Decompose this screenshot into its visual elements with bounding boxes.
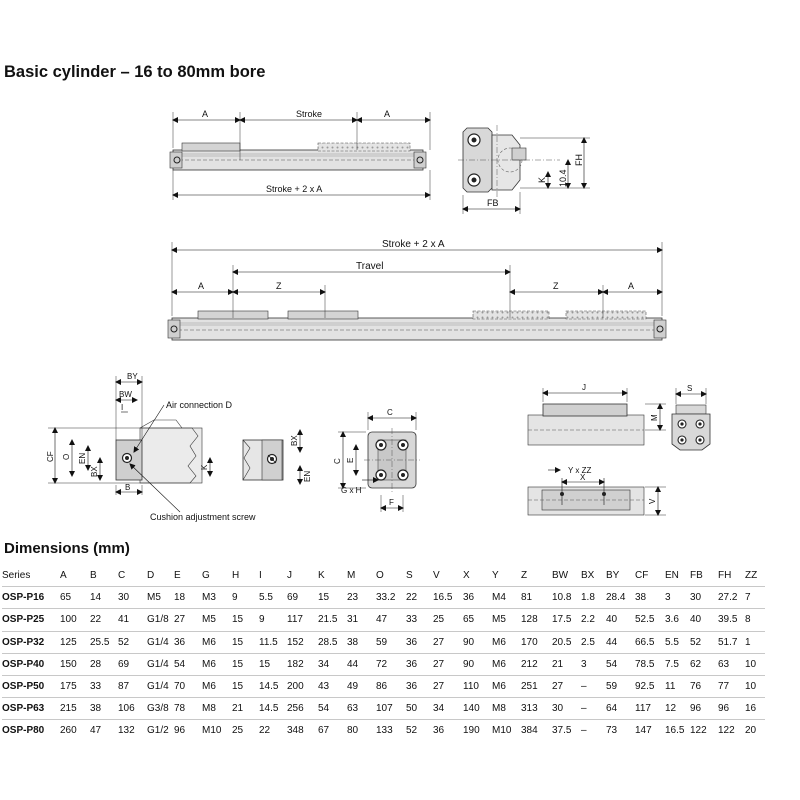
dimension-cell: 41 (118, 614, 130, 626)
dimension-cell: 100 (60, 614, 77, 626)
dim-en-label: EN (78, 452, 87, 464)
series-cell: OSP-P25 (2, 614, 45, 626)
dimension-cell: 33.2 (376, 592, 396, 604)
dimension-cell: 52 (406, 725, 418, 737)
dimension-cell: 25.5 (90, 636, 110, 648)
dimension-cell: 16.5 (665, 725, 685, 737)
dimension-cell: 38 (347, 636, 359, 648)
dimension-cell: 66.5 (635, 636, 655, 648)
dimension-cell: 69 (118, 658, 130, 670)
dimension-cell: 16 (745, 703, 757, 715)
dimension-cell: 63 (347, 703, 359, 715)
dimension-cell: 62 (690, 658, 702, 670)
dimension-cell: 200 (287, 681, 304, 693)
dimension-cell: 12 (665, 703, 677, 715)
dimension-cell: 21 (552, 658, 564, 670)
dim-v-label: V (648, 498, 657, 504)
dimension-cell: 54 (174, 658, 186, 670)
dimension-cell: 59 (606, 681, 618, 693)
dimension-cell: 16.5 (433, 592, 453, 604)
dimension-cell: 7 (745, 592, 751, 604)
table-header-row (2, 565, 765, 587)
dimension-cell: 215 (60, 703, 77, 715)
dimension-cell: 72 (376, 658, 388, 670)
column-header: A (60, 570, 67, 582)
dimension-cell: 86 (376, 681, 388, 693)
dimension-cell: 43 (318, 681, 330, 693)
dimension-cell: 70 (174, 681, 186, 693)
dimension-cell: 64 (606, 703, 618, 715)
cushion-adjustment-label: Cushion adjustment screw (150, 512, 256, 522)
dimensions-table (2, 565, 765, 742)
dimension-cell: 47 (90, 725, 102, 737)
dimension-cell: 30 (118, 592, 130, 604)
table-body (2, 587, 765, 742)
dimension-cell: 21.5 (318, 614, 338, 626)
dimension-cell: 78 (174, 703, 186, 715)
dimension-cell: 52 (690, 636, 702, 648)
dim-z-label: Z (553, 281, 559, 291)
dimensions-heading: Dimensions (mm) (4, 540, 130, 557)
dimension-cell: 20.5 (552, 636, 572, 648)
dimension-cell: 8 (745, 614, 751, 626)
dimension-cell: 36 (174, 636, 186, 648)
dim-j-label: J (582, 383, 586, 392)
column-header: FB (690, 570, 703, 582)
dimension-cell: M10 (492, 725, 512, 737)
dimension-cell: 65 (60, 592, 72, 604)
dim-bx-label: BX (290, 435, 299, 446)
dimension-cell: 150 (60, 658, 77, 670)
dimension-cell: 5.5 (259, 592, 273, 604)
dim-k-label: K (200, 464, 209, 470)
dimension-cell: M8 (202, 703, 216, 715)
column-header: S (406, 570, 413, 582)
dimension-cell: 348 (287, 725, 304, 737)
dim-cf-label: CF (46, 451, 55, 462)
dimension-cell: 2.5 (581, 636, 595, 648)
dimension-cell: 39.5 (718, 614, 738, 626)
dimension-cell: 36 (406, 636, 418, 648)
table-row (2, 631, 765, 653)
dimension-cell: 9 (259, 614, 265, 626)
dim-i-label: I (121, 403, 124, 412)
dim-x-label: X (580, 473, 586, 482)
dimension-cell: 27.2 (718, 592, 738, 604)
dim-a-label: A (384, 109, 391, 119)
dimension-cell: 63 (718, 658, 730, 670)
dimension-cell: M3 (202, 592, 216, 604)
column-header: CF (635, 570, 649, 582)
column-header: I (259, 570, 262, 582)
dim-bw-label: BW (119, 390, 132, 399)
dimension-cell: M4 (492, 592, 506, 604)
dim-a-label: A (202, 109, 209, 119)
dimension-cell: 90 (463, 636, 475, 648)
dim-by-label: BY (127, 372, 138, 381)
dimension-cell: M5 (202, 614, 216, 626)
column-header: FH (718, 570, 732, 582)
dimension-cell: 128 (521, 614, 538, 626)
dimension-cell: 44 (606, 636, 618, 648)
column-header: G (202, 570, 210, 582)
dimension-cell: 54 (318, 703, 330, 715)
dimension-cell: G1/2 (147, 725, 169, 737)
dim-b-label: B (125, 483, 131, 492)
dimension-cell: 33 (90, 681, 102, 693)
dim-o-label: O (62, 453, 71, 460)
dimension-cell: 27 (433, 636, 445, 648)
dimension-cell: 87 (118, 681, 130, 693)
dimension-cell: 9 (232, 592, 238, 604)
dimension-cell: 170 (521, 636, 538, 648)
dimension-cell: 7.5 (665, 658, 679, 670)
dimension-cell: 36 (406, 658, 418, 670)
column-header: B (90, 570, 97, 582)
dimension-cell: 10.8 (552, 592, 572, 604)
dimension-cell: 1.8 (581, 592, 595, 604)
dimension-cell: 38 (635, 592, 647, 604)
dimension-cell: 34 (433, 703, 445, 715)
dimension-cell: 15 (232, 658, 244, 670)
dimension-cell: 67 (318, 725, 330, 737)
column-header: EN (665, 570, 679, 582)
dim-s-label: S (687, 384, 693, 393)
dimension-cell: 15 (232, 681, 244, 693)
dim-fb-label: FB (487, 198, 499, 208)
series-cell: OSP-P80 (2, 725, 45, 737)
dim-stroke-label: Stroke (296, 109, 323, 119)
dimension-cell: M10 (202, 725, 222, 737)
dimension-cell: 30 (552, 703, 564, 715)
dimension-cell: 3.6 (665, 614, 679, 626)
dimension-cell: 65 (463, 614, 475, 626)
dimension-cell: 3 (581, 658, 587, 670)
column-header: E (174, 570, 181, 582)
dimension-cell: 52 (118, 636, 130, 648)
dimension-cell: M6 (202, 681, 216, 693)
dim-f-label: F (389, 498, 394, 507)
dimension-cell: 28.4 (606, 592, 626, 604)
carriage-top-view (528, 383, 666, 445)
dimension-cell: 36 (406, 681, 418, 693)
dimension-cell: M5 (492, 614, 506, 626)
column-header: Z (521, 570, 528, 582)
table-row (2, 653, 765, 675)
dimension-cell: 122 (690, 725, 707, 737)
dimension-cell: G1/4 (147, 658, 169, 670)
dim-stroke-2a-label: Stroke + 2 x A (266, 184, 323, 194)
dimension-cell: 17.5 (552, 614, 572, 626)
dimension-cell: 20 (745, 725, 757, 737)
dimension-cell: 18 (174, 592, 186, 604)
column-header: H (232, 570, 240, 582)
dimension-cell: 107 (376, 703, 393, 715)
dimension-cell: 11.5 (259, 636, 278, 648)
dimension-cell: 51.7 (718, 636, 738, 648)
dimension-cell: 23 (347, 592, 359, 604)
dim-fh-label: FH (574, 154, 584, 166)
column-header: M (347, 570, 356, 582)
dimension-cell: 38 (90, 703, 102, 715)
dimension-cell: G1/4 (147, 636, 169, 648)
column-header: C (118, 570, 126, 582)
dimension-cell: 10 (745, 658, 757, 670)
dimension-cell: 251 (521, 681, 538, 693)
dimension-cell: 96 (690, 703, 702, 715)
dimension-cell: 69 (287, 592, 299, 604)
column-header: BX (581, 570, 595, 582)
carriage-bottom-view (528, 466, 666, 515)
carriage-end-view (672, 384, 710, 450)
dimension-cell: 15 (232, 636, 244, 648)
series-cell: OSP-P16 (2, 592, 45, 604)
dimension-cell: 34 (318, 658, 330, 670)
dimension-cell: 117 (287, 614, 303, 626)
dimension-cell: G3/8 (147, 703, 169, 715)
dimension-cell: 10 (745, 681, 757, 693)
dimension-cell: 14 (90, 592, 102, 604)
dimension-cell: 50 (406, 703, 418, 715)
dimension-cell: G1/4 (147, 681, 169, 693)
dimension-cell: 31 (347, 614, 359, 626)
dim-a-label: A (628, 281, 635, 291)
dimension-cell: 3 (665, 592, 671, 604)
dimension-cell: M6 (492, 658, 506, 670)
column-header: K (318, 570, 325, 582)
column-header: Y (492, 570, 499, 582)
dimension-cell: 27 (433, 681, 445, 693)
dimension-cell: 37.5 (552, 725, 572, 737)
dimension-cell: – (581, 725, 587, 737)
dimension-cell: 15 (318, 592, 330, 604)
series-cell: OSP-P63 (2, 703, 45, 715)
dimension-cell: 182 (287, 658, 304, 670)
dimension-cell: 47 (376, 614, 388, 626)
dimension-cell: 21 (232, 703, 244, 715)
dim-10-4-label: 10.4 (558, 169, 568, 187)
dimension-cell: 90 (463, 658, 475, 670)
dim-stroke-2a-label: Stroke + 2 x A (382, 239, 445, 250)
table-row (2, 587, 765, 609)
dimension-cell: 190 (463, 725, 480, 737)
dim-gxh-label: G x H (341, 486, 362, 495)
dimension-cell: 1 (745, 636, 751, 648)
dimension-cell: 106 (118, 703, 135, 715)
dimension-cell: 27 (433, 658, 445, 670)
dimension-cell: 80 (347, 725, 359, 737)
dimension-cell: 78.5 (635, 658, 655, 670)
dimension-cell: 260 (60, 725, 77, 737)
dimension-cell: 81 (521, 592, 533, 604)
dimension-cell: 73 (606, 725, 618, 737)
dim-z-label: Z (276, 281, 282, 291)
dimension-cell: – (581, 681, 587, 693)
cylinder-top-view (170, 109, 430, 200)
dimension-cell: 30 (690, 592, 702, 604)
dimension-cell: 40 (690, 614, 702, 626)
table-row (2, 675, 765, 697)
dimension-cell: 44 (347, 658, 359, 670)
column-header: BY (606, 570, 620, 582)
dimension-cell: 76 (690, 681, 702, 693)
dim-bx-label: BX (90, 466, 99, 477)
cylinder-end-view (458, 125, 590, 214)
dimension-cell: 313 (521, 703, 538, 715)
dimension-cell: 152 (287, 636, 304, 648)
column-header: O (376, 570, 384, 582)
dimension-cell: 212 (521, 658, 538, 670)
dim-m-label: M (650, 414, 659, 421)
dimension-cell: 5.5 (665, 636, 679, 648)
dimension-cell: 22 (90, 614, 102, 626)
dimension-cell: 147 (635, 725, 652, 737)
dimension-cell: 27 (174, 614, 186, 626)
end-plate-view (333, 408, 420, 512)
dimension-cell: 25 (232, 725, 244, 737)
column-header: Series (2, 570, 31, 582)
dimension-cell: 110 (463, 681, 479, 693)
page-title: Basic cylinder – 16 to 80mm bore (4, 63, 266, 81)
dimension-cell: 117 (635, 703, 651, 715)
dimension-cell: 54 (606, 658, 618, 670)
dimension-cell: M6 (492, 636, 506, 648)
dimension-cell: 14.5 (259, 681, 279, 693)
dimension-cell: 36 (463, 592, 475, 604)
dimension-cell: 59 (376, 636, 388, 648)
dimension-cell: 36 (433, 725, 445, 737)
dimension-cell: M6 (202, 636, 216, 648)
dimension-cell: 15 (232, 614, 244, 626)
column-header: J (287, 570, 292, 582)
series-cell: OSP-P32 (2, 636, 45, 648)
dim-e-label: E (346, 457, 355, 463)
column-header: D (147, 570, 155, 582)
dimension-cell: 133 (376, 725, 393, 737)
dimension-cell: 25 (433, 614, 445, 626)
table-row (2, 609, 765, 631)
column-header: X (463, 570, 470, 582)
table-row (2, 698, 765, 720)
table-row (2, 720, 765, 742)
dimension-cell: 27 (552, 681, 564, 693)
dimension-cell: 28.5 (318, 636, 338, 648)
dimension-cell: 96 (718, 703, 730, 715)
dimension-cell: – (581, 703, 587, 715)
dimension-cell: M8 (492, 703, 506, 715)
dimension-cell: 2.2 (581, 614, 595, 626)
dim-c-label: C (333, 458, 342, 464)
dimension-cell: 15 (259, 658, 271, 670)
dimension-cell: 49 (347, 681, 359, 693)
dimension-cell: M5 (147, 592, 161, 604)
dimension-cell: 22 (406, 592, 418, 604)
dim-travel-label: Travel (356, 261, 384, 272)
dimension-cell: M6 (202, 658, 216, 670)
column-header: BW (552, 570, 569, 582)
cylinder-side-view (168, 239, 666, 340)
series-cell: OSP-P50 (2, 681, 45, 693)
series-cell: OSP-P40 (2, 658, 45, 670)
dimension-cell: 175 (60, 681, 77, 693)
dimension-cell: 52.5 (635, 614, 655, 626)
end-cap-detail-view (46, 372, 312, 522)
dimension-cell: 14.5 (259, 703, 279, 715)
column-header: V (433, 570, 440, 582)
dimension-cell: 77 (718, 681, 730, 693)
dim-a-label: A (198, 281, 205, 291)
dim-c-label: C (387, 408, 393, 417)
dim-yzz-label: Y x ZZ (568, 466, 592, 475)
dimension-cell: 132 (118, 725, 135, 737)
dimension-cell: 96 (174, 725, 186, 737)
dimension-cell: 22 (259, 725, 271, 737)
dimension-cell: 125 (60, 636, 77, 648)
dimension-cell: 384 (521, 725, 538, 737)
dimension-cell: 11 (665, 681, 676, 693)
dimension-cell: 122 (718, 725, 735, 737)
dimension-cell: M6 (492, 681, 506, 693)
dimension-cell: 40 (606, 614, 618, 626)
dimension-cell: 28 (90, 658, 102, 670)
dim-k-label: K (537, 176, 547, 183)
dimension-cell: 256 (287, 703, 304, 715)
dimension-cell: 33 (406, 614, 418, 626)
column-header: ZZ (745, 570, 758, 582)
dimension-cell: 140 (463, 703, 480, 715)
air-connection-label: Air connection D (166, 400, 233, 410)
dimension-cell: G1/8 (147, 614, 169, 626)
dimension-cell: 92.5 (635, 681, 655, 693)
dim-en-label: EN (303, 470, 312, 482)
